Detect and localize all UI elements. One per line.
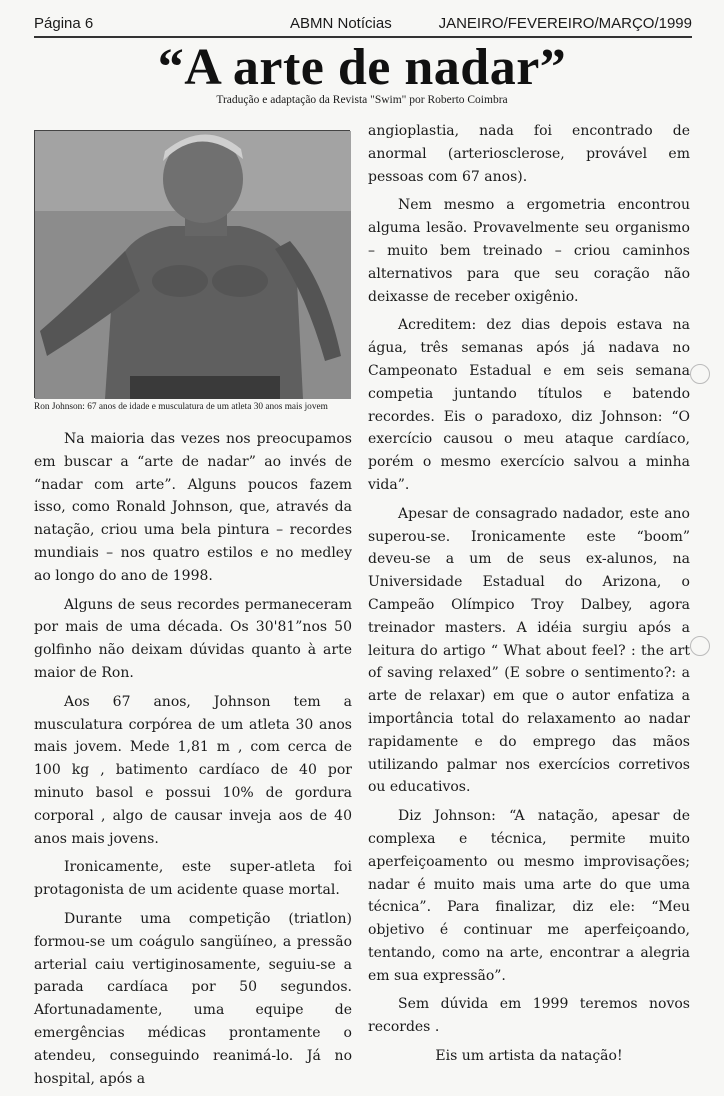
athlete-portrait-illustration xyxy=(35,131,351,399)
binder-hole xyxy=(690,364,710,384)
page-number: Página 6 xyxy=(34,15,94,32)
article-title: “A arte de nadar” xyxy=(157,39,567,96)
publication-name: ABMN Notícias xyxy=(290,15,392,32)
right-column xyxy=(368,120,690,1074)
paragraph: Diz Johnson: “A natação, apesar de complexa e técnica, permite muito aperfeiçoamento ou mesmo improvisações; nadar é muito mais uma arte do que uma técnica”. Para finalizar, diz ele: “Meu objetivo é continuar me aperfeiçoando, tentando, como na arte, encontrar a alegria em sua expressão”. xyxy=(368,808,690,984)
page-header xyxy=(34,12,692,38)
paragraph: Na maioria das vezes nos preocupamos em buscar a “arte de nadar” ao invés de “nadar com arte”. Alguns poucos fazem isso, como Ronald Johnson, que, através da natação, criou uma bela pintura – recordes mundiais – nos quatro estilos e no medley ao longo do ano de 1998. xyxy=(34,431,352,584)
paragraph: Acreditem: dez dias depois estava na água, três semanas após já nadava no Campeonato Estadual e em seis semana competia juntando títulos e batendo recordes. Eis o paradoxo, diz Johnson: “O exercício causou o meu ataque cardíaco, porém o mesmo exercício salvou a minha vida”. xyxy=(368,317,690,493)
swimmer-photo xyxy=(34,130,350,398)
paragraph: Aos 67 anos, Johnson tem a musculatura corpórea de um atleta 30 anos mais jovem. Mede 1,81 m , com cerca de 100 kg , batimento cardíaco de 40 por minuto basol e possui 10% de gordura corporal , algo de causar inveja aos de 40 anos mais jovens. xyxy=(34,693,352,847)
paragraph: Nem mesmo a ergometria encontrou alguma lesão. Provavelmente seu organismo – muito bem treinado – criou caminhos alternativos para que seu coração não deixasse de receber oxigênio. xyxy=(368,197,690,305)
paragraph-continuation: angioplastia, nada foi encontrado de anormal (arteriosclerose, provável em pessoas com 67 anos). xyxy=(368,123,690,185)
article-subtitle: Tradução e adaptação da Revista "Swim" por Roberto Coimbra xyxy=(216,94,508,106)
closing-line: Eis um artista da natação! xyxy=(435,1048,623,1065)
paragraph: Durante uma competição (triatlon) formou-se um coágulo sangüíneo, a pressão arterial caiu vertiginosamente, seguiu-se a parada cardíaca por 50 segundos. Afortunadamente, uma equipe de emergências médicas prontamente o atendeu, conseguindo reanimá-lo. Já no hospital, após a xyxy=(34,910,352,1087)
paragraph: Apesar de consagrado nadador, este ano superou-se. Ironicamente este “boom” deveu-se a um de seus ex-alunos, na Universidade Estadual do Arizona, o Campeão Olímpico Troy Dalbey, agora treinador masters. A idéia surgiu após a leitura do artigo “ What about feel? : the art of saving relaxed” (E sobre o sentimento?: a arte de relaxar) em que o autor enfatiza a importância total do relaxamento ao nadar rapidamente e do emprego das mãos utilizando palmar nos exercícios corretivos ou educativos. xyxy=(368,505,690,796)
left-column xyxy=(34,428,352,1096)
photo-caption: Ron Johnson: 67 anos de idade e musculatura de um atleta 30 anos mais jovem xyxy=(34,402,328,412)
binder-hole xyxy=(690,636,710,656)
paragraph: Alguns de seus recordes permaneceram por mais de uma década. Os 30'81”nos 50 golfinho não deixam dúvidas quanto à arte maior de Ron. xyxy=(34,596,352,681)
paragraph: Ironicamente, este super-atleta foi protagonista de um acidente quase mortal. xyxy=(34,859,352,899)
issue-date: JANEIRO/FEVEREIRO/MARÇO/1999 xyxy=(438,15,692,32)
paragraph: Sem dúvida em 1999 teremos novos recordes . xyxy=(368,996,690,1036)
